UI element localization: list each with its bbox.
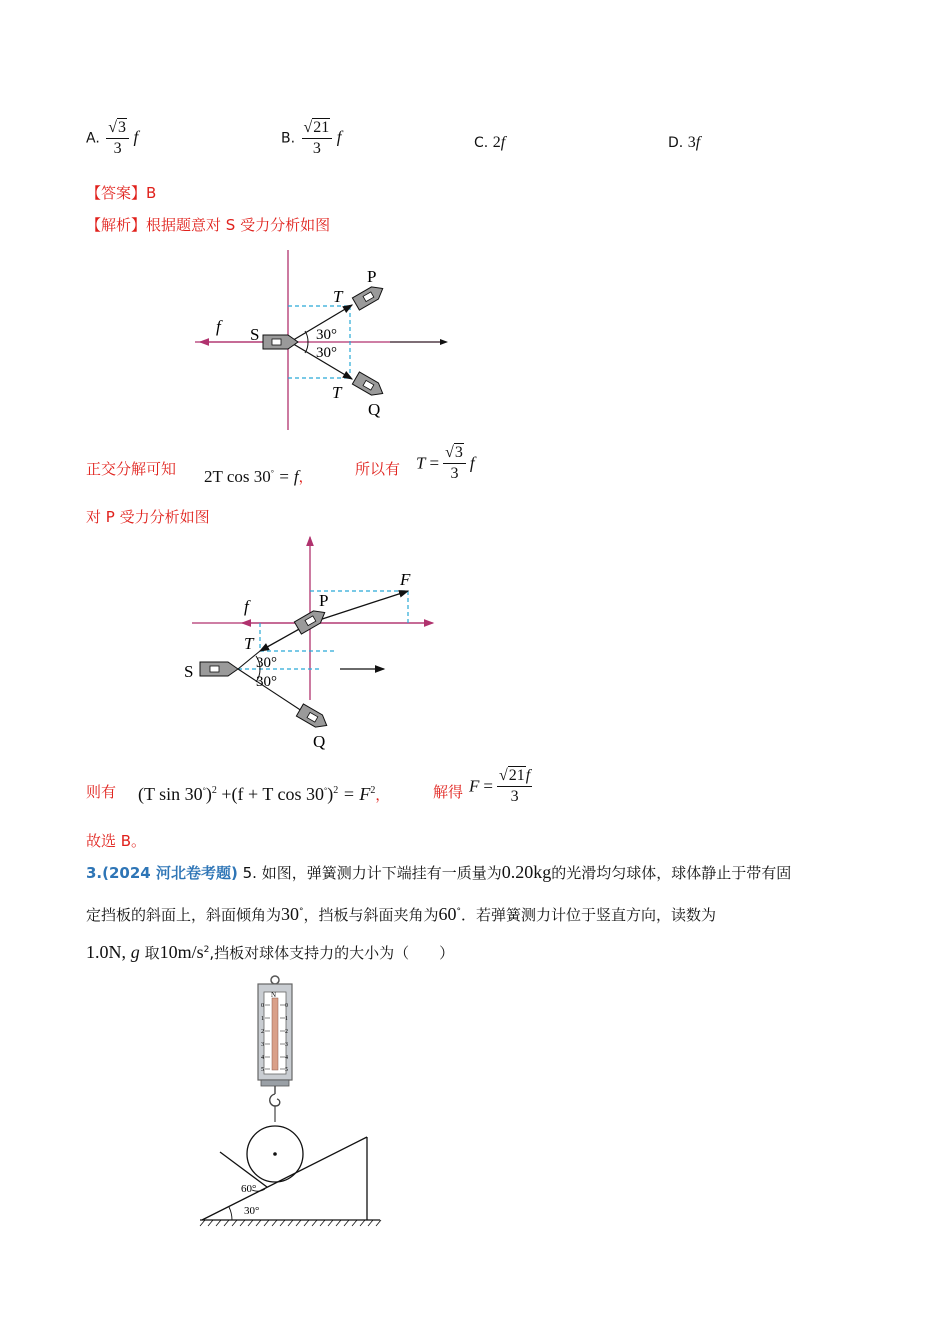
svg-text:1: 1	[285, 1016, 288, 1022]
analysis-p-line: 对 P 受力分析如图	[86, 508, 210, 526]
question-line-2: 定挡板的斜面上，斜面倾角为30°，挡板与斜面夹角为60°．若弹簧测力计位于竖直方向，读数为	[86, 904, 717, 924]
svg-text:2: 2	[261, 1029, 264, 1035]
svg-text:2: 2	[285, 1029, 288, 1035]
label-f: f	[216, 317, 221, 336]
question-line-3: 1.0N, g 取$10m/s^2$,挡板对球体支持力的大小为（ ）	[86, 942, 455, 962]
label-big-f: F	[400, 570, 411, 589]
svg-text:3: 3	[285, 1042, 288, 1048]
force-diagram-s	[190, 245, 460, 435]
label-angle-bottom: 30°	[316, 345, 337, 361]
equation-2: 则有 (T sin 30°)$^2$ +(f + T $\cos 30^\circ)^2 = F^2$， 解得 F = $\frac{√21f}{3}$	[86, 767, 531, 805]
label-angle-top: 30°	[316, 327, 337, 343]
option-a: A. $\frac{√3}{3}$ f	[86, 119, 139, 157]
svg-text:4: 4	[285, 1055, 288, 1061]
option-c: C. 2f	[474, 134, 506, 151]
option-d: D. 3f	[668, 134, 701, 151]
answer-line: 【答案】B	[86, 184, 157, 202]
label-angle-bottom-2: 30°	[256, 674, 277, 690]
svg-text:4: 4	[261, 1055, 264, 1061]
question-line-1: 3.(2024 河北卷考题) 5. 如图，弹簧测力计下端挂有一质量为0.20kg的光滑均匀球体，球体静止于带有固	[86, 862, 792, 882]
equation-1: 正交分解可知 2T cos 30° = f， 所以有 T = $\frac{√3}{3}$ f	[86, 444, 475, 486]
label-t-bottom: T	[332, 383, 342, 402]
question-3	[86, 862, 866, 976]
label-s-2: S	[184, 662, 194, 681]
label-t-2: T	[244, 634, 254, 653]
label-30: 30°	[244, 1205, 260, 1217]
svg-text:5: 5	[285, 1067, 288, 1073]
fraction-b: $\frac{√21}{3}$	[302, 118, 333, 159]
boat-p-icon	[352, 282, 386, 310]
svg-text:0: 0	[261, 1003, 264, 1009]
boat-s-icon-2	[200, 662, 238, 676]
svg-text:0: 0	[285, 1003, 288, 1009]
scale-unit: N	[271, 991, 277, 999]
label-f-2: f	[244, 597, 249, 616]
label-angle-top-2: 30°	[256, 655, 277, 671]
label-t-top: T	[333, 287, 343, 306]
boat-q-icon	[352, 372, 386, 400]
svg-text:3: 3	[261, 1042, 264, 1048]
svg-text:1: 1	[261, 1016, 264, 1022]
label-p-2: P	[319, 591, 329, 610]
label-s: S	[250, 325, 260, 344]
label-q: Q	[368, 400, 381, 419]
label-q-2: Q	[313, 732, 326, 751]
force-diagram-p	[180, 535, 440, 755]
boat-q-icon-2	[296, 704, 330, 732]
svg-text:5: 5	[261, 1067, 264, 1073]
label-60: 60°	[241, 1183, 257, 1195]
spring-scale-incline-figure	[195, 972, 385, 1230]
conclusion-line: 故选 B。	[86, 832, 147, 850]
boat-s-icon	[263, 335, 298, 349]
fraction-a: $\frac{√3}{3}$	[106, 118, 129, 159]
option-b: B. $\frac{√21}{3}$ f	[281, 119, 342, 157]
hook-icon	[270, 1086, 280, 1106]
boat-p-icon-2	[294, 606, 328, 634]
analysis-line: 【解析】根据题意对 S 受力分析如图	[86, 216, 331, 234]
label-p: P	[367, 267, 377, 286]
